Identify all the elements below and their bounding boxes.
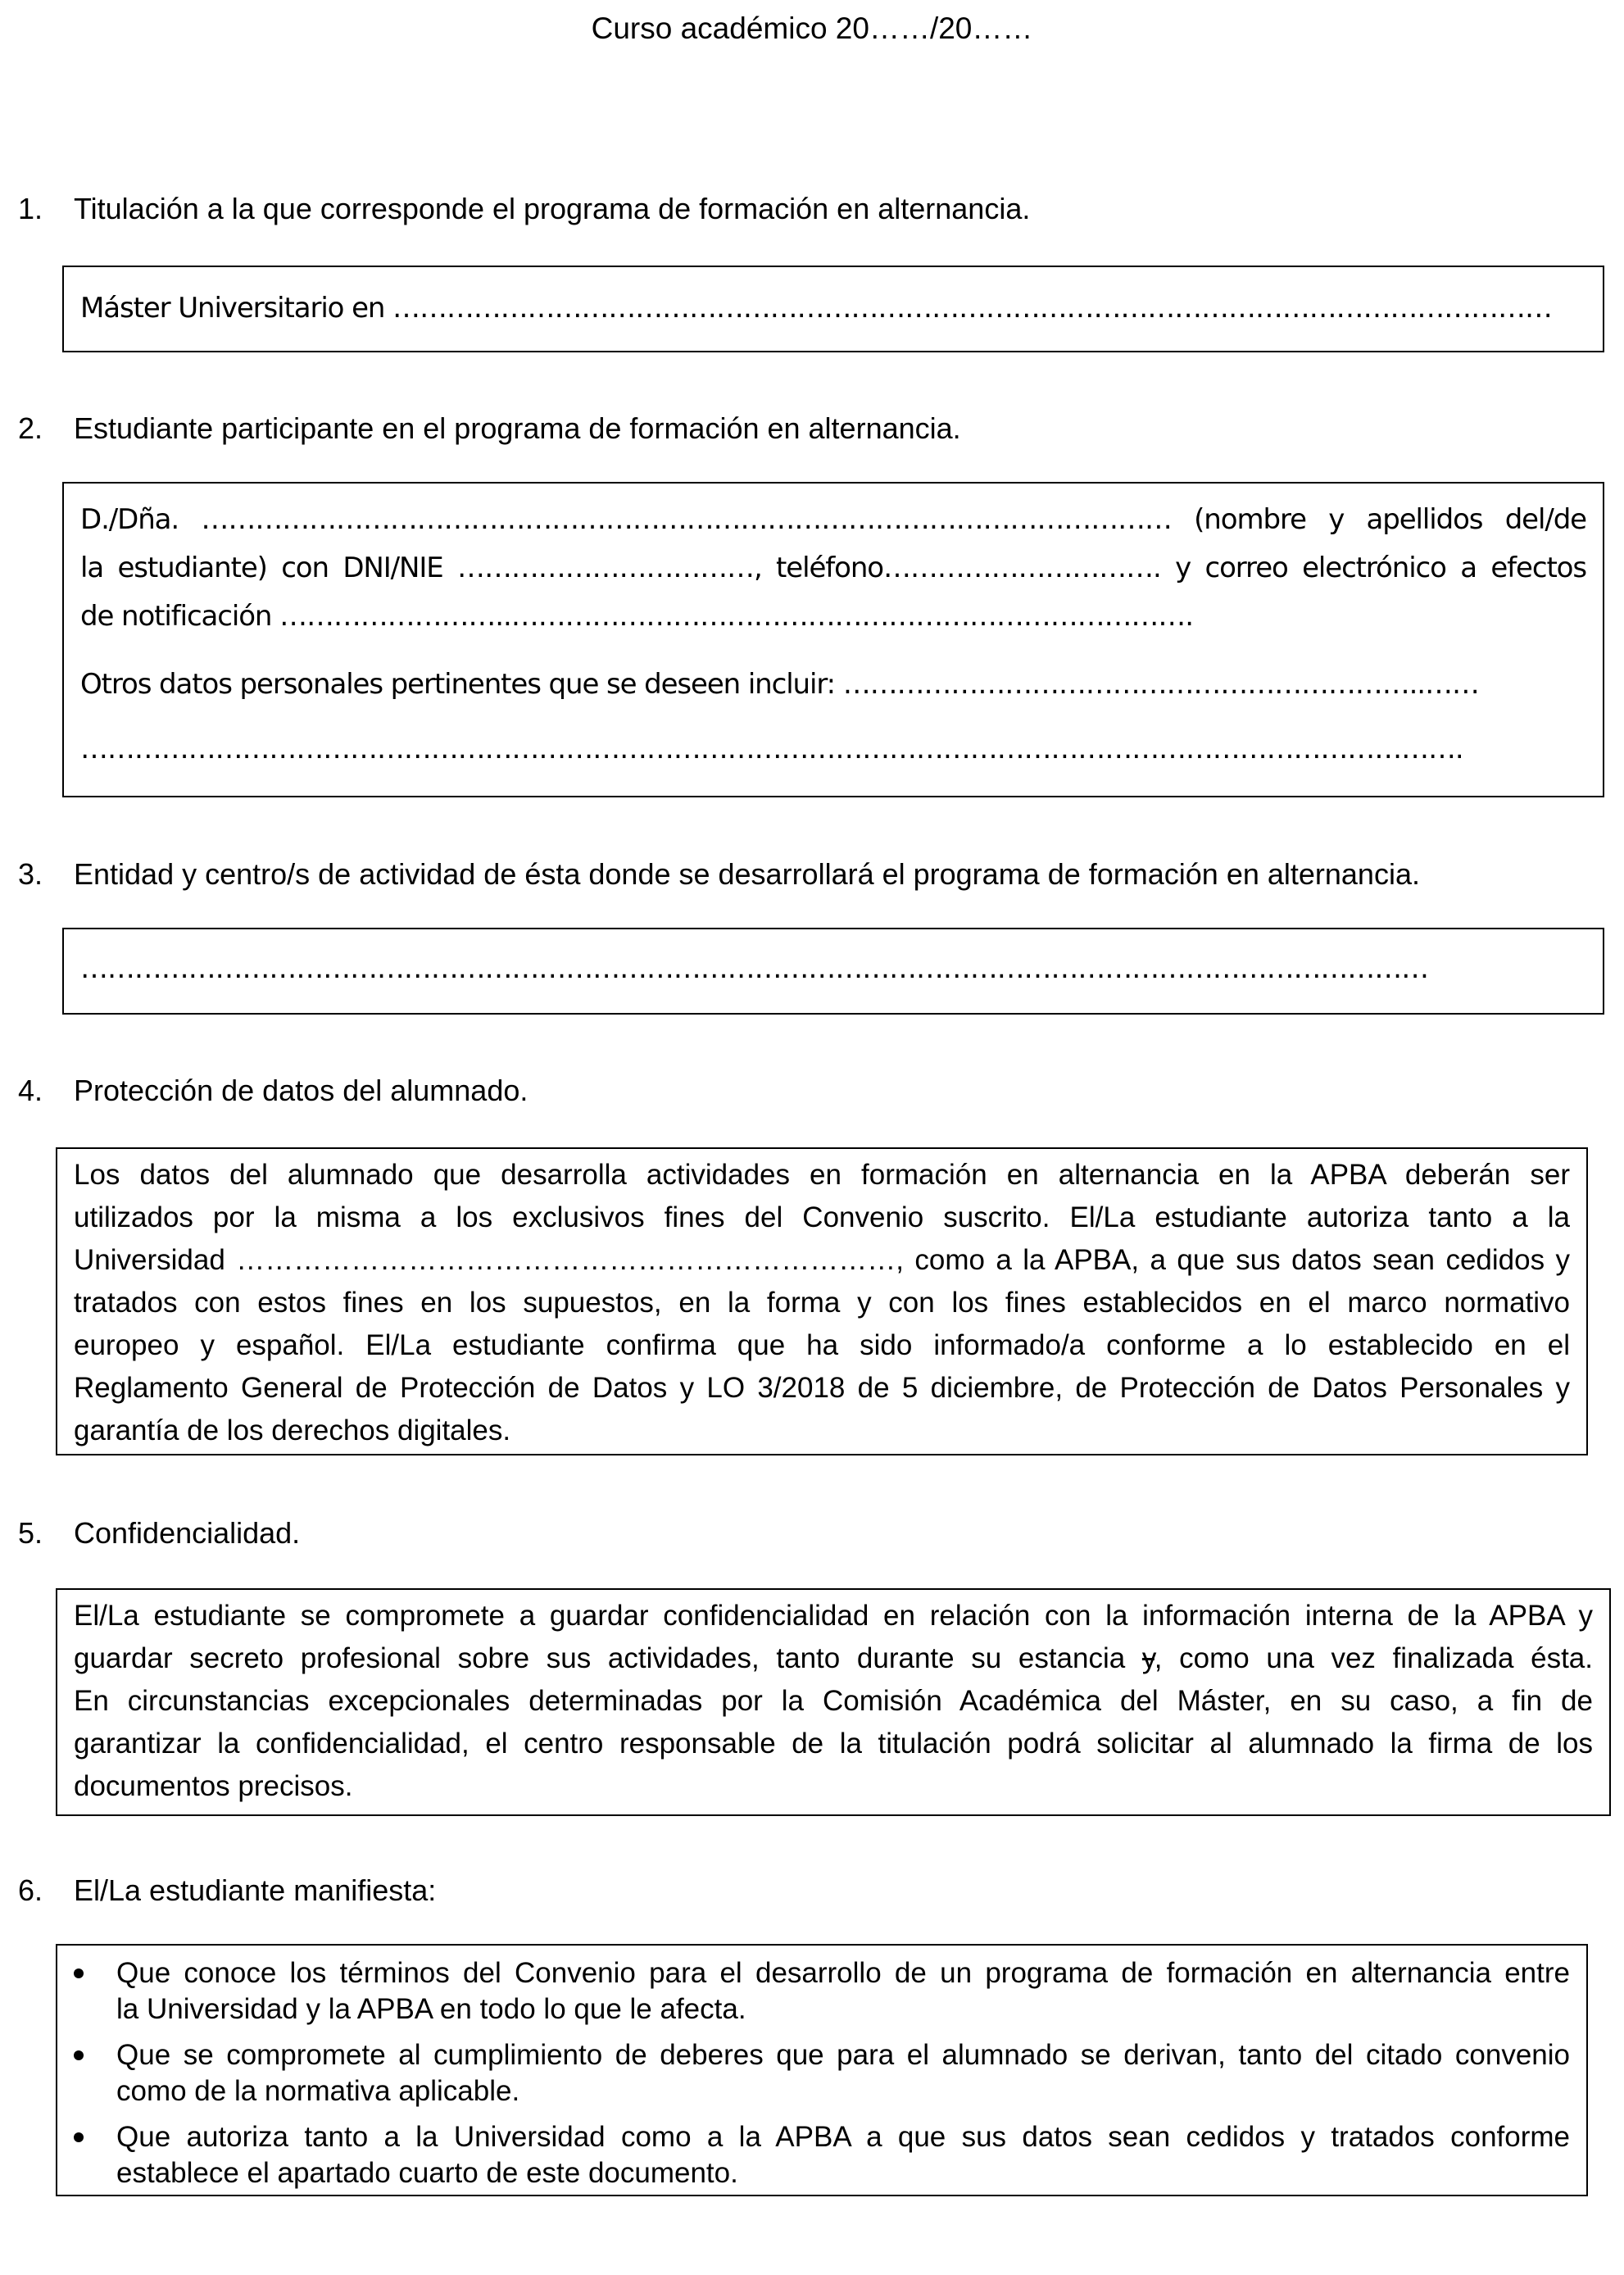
confidentiality-text	[74, 1595, 1593, 1808]
student-id-phone-line: la estudiante) con DNI/NIE ……………………………, teléfono…………………………. y correo electrónico a efectos	[80, 552, 1586, 584]
confidentiality-box	[56, 1588, 1611, 1816]
section-title: Estudiante participante en el programa de formación en alternancia.	[74, 411, 961, 445]
confidentiality-line: documentos precisos.	[74, 1770, 353, 1802]
section-number: 1.	[18, 192, 43, 225]
student-name-line: D./Dña. ……………………………………………………………………………………………… (nombre y apellidos del/de	[80, 503, 1586, 536]
confidentiality-line: El/La estudiante se compromete a guardar confidencialidad en relación con la información interna de la APBA y	[74, 1600, 1593, 1632]
declaration-text: como de la normativa aplicable.	[116, 2075, 520, 2107]
declaration-text: la Universidad y la APBA en todo lo que le afecta.	[116, 1993, 746, 2025]
section-title: Protección de datos del alumnado.	[74, 1074, 528, 1107]
declaration-text: Que conoce los términos del Convenio para el desarrollo de un programa de formación en alternancia entre	[116, 1957, 1570, 1989]
section-5-heading	[18, 1516, 300, 1551]
course-year-heading: Curso académico 20……/20……	[591, 11, 1033, 45]
data-protection-line: europeo y español. El/La estudiante confirma que ha sido informado/a conforme a lo establecido en el	[74, 1329, 1570, 1361]
data-protection-line: Universidad ……………………………………………………………, como a la APBA, a que sus datos sean cedidos y	[74, 1244, 1570, 1276]
data-protection-box	[56, 1147, 1588, 1455]
declaration-item	[74, 2119, 1570, 2191]
student-other-data-continuation: ……………………………………………………………………………………………………………………………………….	[80, 733, 1463, 765]
student-other-data-line: Otros datos personales pertinentes que se deseen incluir: ………………………………………………………..……	[80, 668, 1479, 701]
data-protection-line: garantía de los derechos digitales.	[74, 1414, 511, 1446]
section-number: 5.	[18, 1516, 43, 1550]
section-number: 3.	[18, 857, 43, 891]
data-protection-line: tratados con estos fines en los supuestos, en la forma y con los fines establecidos en el marco normativo	[74, 1287, 1570, 1319]
confidentiality-line-part: , como una vez finalizada ésta.	[1154, 1642, 1593, 1674]
section-4-heading	[18, 1074, 528, 1108]
bullet-icon	[74, 1968, 84, 1978]
section-number: 2.	[18, 411, 43, 445]
section-number: 6.	[18, 1873, 43, 1907]
student-data-box[interactable]	[62, 482, 1604, 797]
section-3-heading	[18, 857, 1420, 892]
struck-word: y	[1141, 1642, 1154, 1674]
confidentiality-line	[74, 1637, 1593, 1680]
student-notification-line: de notificación ……………………..………………………………………………………………….	[80, 600, 1193, 633]
entity-field-box[interactable]	[62, 928, 1604, 1015]
confidentiality-line: En circunstancias excepcionales determinadas por la Comisión Académica del Máster, en su caso, a fin de	[74, 1685, 1593, 1717]
section-number: 4.	[18, 1074, 43, 1107]
declarations-box	[56, 1944, 1588, 2196]
data-protection-line: Los datos del alumnado que desarrolla actividades en formación en alternancia en la APBA deberán ser	[74, 1159, 1570, 1191]
declaration-text: Que se compromete al cumplimiento de deberes que para el alumnado se derivan, tanto del citado convenio	[116, 2039, 1570, 2071]
data-protection-text	[74, 1154, 1570, 1452]
degree-field-box[interactable]	[62, 266, 1604, 352]
section-1-heading	[18, 192, 1030, 226]
section-2-heading	[18, 411, 961, 446]
section-title: El/La estudiante manifiesta:	[74, 1873, 437, 1907]
confidentiality-line: garantizar la confidencialidad, el centro responsable de la titulación podrá solicitar al alumnado la firma de los	[74, 1728, 1593, 1760]
section-title: Confidencialidad.	[74, 1516, 301, 1550]
entity-field-text: ……………………………………………………………………………………………………………………………………	[80, 952, 1429, 985]
declaration-item	[74, 2037, 1570, 2109]
declaration-text: establece el apartado cuarto de este documento.	[116, 2157, 738, 2189]
section-6-heading	[18, 1873, 436, 1908]
confidentiality-line-part: guardar secreto profesional sobre sus actividades, tanto durante su estancia	[74, 1642, 1142, 1674]
section-title: Entidad y centro/s de actividad de ésta donde se desarrollará el programa de formación en alternancia.	[74, 857, 1420, 891]
bullet-icon	[74, 2050, 84, 2060]
degree-field-text: Máster Universitario en …………………………………………………………………………………………………………………	[80, 292, 1552, 325]
data-protection-line: Reglamento General de Protección de Datos y LO 3/2018 de 5 diciembre, de Protección de Datos Personales y	[74, 1372, 1570, 1404]
declaration-item	[74, 1955, 1570, 2028]
declaration-text: Que autoriza tanto a la Universidad como a la APBA a que sus datos sean cedidos y tratados conforme	[116, 2121, 1570, 2153]
data-protection-line: utilizados por la misma a los exclusivos fines del Convenio suscrito. El/La estudiante autoriza tanto a la	[74, 1201, 1570, 1233]
section-title: Titulación a la que corresponde el programa de formación en alternancia.	[74, 192, 1031, 225]
bullet-icon	[74, 2132, 84, 2142]
